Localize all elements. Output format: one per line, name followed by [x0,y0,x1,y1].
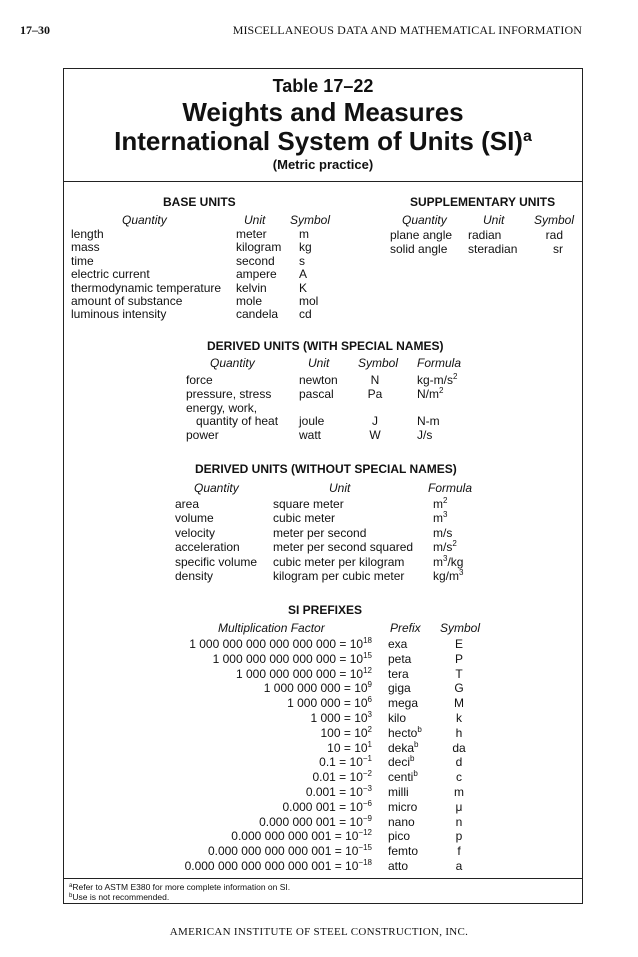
prefix-name: milli [388,785,409,799]
dn-unit: cubic meter [273,511,336,526]
prefix-symbol: c [456,770,462,785]
base-units-heading: BASE UNITS [163,195,236,209]
base-symbol: mol [299,294,319,308]
dn-unit: meter per second squared [273,540,414,555]
derived-formula: $kg-m/s^2$ [417,372,458,387]
supplementary-units-heading: SUPPLEMENTARY UNITS [410,195,556,209]
dn-quantity: density [175,569,214,583]
supp-symbol: sr [553,242,563,256]
prefix-name: peta [388,651,412,666]
prefix-name: giga [388,681,411,696]
title-divider [63,181,583,182]
base-col-quantity: Quantity [122,213,167,227]
prefix-factor: 1 000 000 $000 = 10^9$ [263,680,372,696]
prefix-factor: 0.000 000 $001 = 10^{-9}$ [259,813,372,829]
dn-unit: meter per second [273,525,367,540]
prefix-name: pico [388,829,411,844]
title-footnote-mark: a [522,128,532,145]
base-unit: kilogram [236,240,282,255]
prefix-symbol: P [454,651,463,666]
derived-nonspecial-heading: DERIVED UNITS (WITHOUT SPECIAL NAMES) [195,462,457,476]
base-unit: meter [236,227,267,241]
prefix-factor: $0.001 = 10^{-3}$ [305,784,372,799]
dn-unit: kilogram per cubic meter [273,569,405,583]
prefix-symbol: k [456,711,462,725]
base-quantity: length [71,227,104,241]
base-unit: second [236,253,275,268]
prefix-name: atto [388,859,409,873]
derived-quantity: power [186,428,219,442]
dn-formula: $m^3/kg$ [433,553,464,569]
table-subtitle: (Metric practice) [272,157,374,172]
dn-unit: cubic meter per kilogram [273,554,405,569]
prefix-symbol: G [454,681,464,696]
supp-quantity: solid angle [390,242,448,256]
base-quantity: electric current [71,267,150,282]
derived-formula: N-m [417,414,440,428]
prefix-name: femto [388,844,419,859]
prefix-factor: $0.1 = 10^{-1}$ [319,754,372,770]
prefix-name: deci$^b$ [388,754,415,770]
prefix-symbol: f [457,844,461,859]
prefix-symbol: n [455,814,463,829]
base-unit: candela [236,307,279,322]
prefix-factor: $10 = 10^1$ [327,739,372,755]
prefix-factor: 1 $000 = 10^3$ [310,710,372,725]
derived-quantity: energy, work, [186,401,258,415]
base-symbol: s [299,253,305,268]
base-quantity: luminous intensity [71,307,167,322]
dn-formula: $kg/m^3$ [433,568,464,583]
derived-symbol: Pa [367,387,383,401]
derived-unit: pascal [299,387,334,401]
dn-unit: square meter [273,497,344,511]
dn-quantity: velocity [175,525,216,540]
footnote-b: $^b$Use is not recommended. [69,892,170,902]
prefix-symbol: da [452,740,466,755]
derived-col-symbol: Symbol [358,356,399,370]
base-unit: ampere [236,267,277,282]
dn-formula: $m^2$ [433,496,448,511]
derived-col-unit: Unit [308,356,330,370]
prefix-symbol: μ [455,799,463,814]
base-quantity: thermodynamic temperature [71,280,222,295]
base-symbol: m [299,227,309,241]
dn-quantity: specific volume [175,554,258,569]
prefix-factor: 0.000 000 000 000 $001 = 10^{-15}$ [207,843,372,859]
prefix-symbol: T [455,666,463,681]
prefix-name: centi$^b$ [388,769,418,785]
prefix-symbol: E [454,637,463,651]
supp-unit: steradian [468,242,518,256]
prefix-symbol: M [454,696,464,711]
base-quantity: time [71,253,94,268]
base-unit: mole [236,294,263,308]
si-prefixes-heading: SI PREFIXES [288,603,363,617]
derived-quantity: force [186,373,213,387]
prefix-col-prefix: Prefix [390,621,421,635]
table-title-line2: International System of Units (SI)$^a$ [114,126,532,156]
prefix-name: hecto$^b$ [388,724,422,740]
prefix-factor: 1 000 000 000 $000 = 10^{12}$ [235,665,372,681]
prefix-factor: 0.000 000 000 $001 = 10^{-12}$ [231,828,372,844]
prefix-symbol: p [455,829,463,844]
base-unit: kelvin [236,280,267,295]
dn-quantity: acceleration [175,540,240,555]
dn-formula: $m^3$ [433,510,448,526]
base-quantity: mass [71,240,100,255]
running-title: MISCELLANEOUS DATA AND MATHEMATICAL INFORMATION [232,23,582,37]
supp-symbol: rad [545,228,563,242]
derived-symbol: W [369,428,381,442]
prefix-name: mega [388,696,419,711]
prefix-col-factor: Multiplication Factor [218,621,325,635]
prefix-symbol: d [455,755,463,770]
page-number: 17–30 [20,23,50,37]
base-col-unit: Unit [244,213,266,227]
base-symbol: K [299,280,308,295]
prefix-name: micro [388,799,418,814]
supp-col-quantity: Quantity [402,213,447,227]
prefix-name: exa [388,637,408,651]
derived-quantity: pressure, stress [186,387,272,401]
supp-col-unit: Unit [483,213,505,227]
prefix-symbol: m [454,785,464,799]
derived-col-formula: Formula [417,356,462,370]
prefix-name: deka$^b$ [388,739,419,755]
derived-symbol: J [372,414,378,428]
prefix-factor: $0.01 = 10^{-2}$ [312,769,372,785]
base-symbol: A [299,267,308,282]
footnote-divider [63,878,583,879]
page-footer: AMERICAN INSTITUTE OF STEEL CONSTRUCTION, INC. [169,926,469,938]
dn-formula: $m/s^2$ [433,539,457,555]
base-quantity: amount of substance [71,294,183,308]
dn-quantity: area [175,497,200,511]
derived-quantity: quantity of heat [196,414,279,428]
supp-quantity: plane angle [390,228,453,242]
base-symbol: cd [299,307,312,322]
base-symbol: kg [299,240,312,255]
prefix-symbol: h [455,725,463,740]
derived-unit: joule [299,414,325,428]
base-col-symbol: Symbol [290,213,331,227]
prefix-name: tera [388,666,409,681]
dn-col-formula: Formula [428,481,473,495]
prefix-name: kilo [388,711,407,725]
derived-formula: J/s [417,428,433,442]
supp-col-symbol: Symbol [534,213,575,227]
dn-quantity: volume [175,511,214,526]
dn-col-quantity: Quantity [194,481,239,495]
derived-col-quantity: Quantity [210,356,255,370]
derived-special-heading: DERIVED UNITS (WITH SPECIAL NAMES) [207,339,444,353]
derived-symbol: N [370,373,380,387]
table-title-line1: Weights and Measures [182,97,464,127]
table-number: Table 17–22 [272,76,374,96]
prefix-factor: 1 000 000 000 000 000 $000 = 10^{18}$ [189,636,372,651]
prefix-factor: 0.000 000 000 000 000 $001 = 10^{-18}$ [184,858,372,873]
supp-unit: radian [468,228,502,242]
prefix-name: nano [388,814,415,829]
prefix-symbol: a [455,859,463,873]
derived-unit: newton [299,373,338,387]
footnote-a: $^a$Refer to ASTM E380 for more complete information on SI. [69,882,291,892]
derived-formula: $N/m^2$ [417,386,444,401]
prefix-factor: 1 000 000 000 000 $000 = 10^{15}$ [212,650,372,666]
prefix-factor: $100 = 10^2$ [320,724,372,740]
dn-col-unit: Unit [329,481,351,495]
prefix-factor: 1 000 $000 = 10^6$ [287,695,372,711]
prefix-factor: 0.000 $001 = 10^{-6}$ [282,798,372,814]
derived-unit: watt [299,428,322,442]
dn-formula: m/s [433,525,453,540]
prefix-col-symbol: Symbol [440,621,481,635]
